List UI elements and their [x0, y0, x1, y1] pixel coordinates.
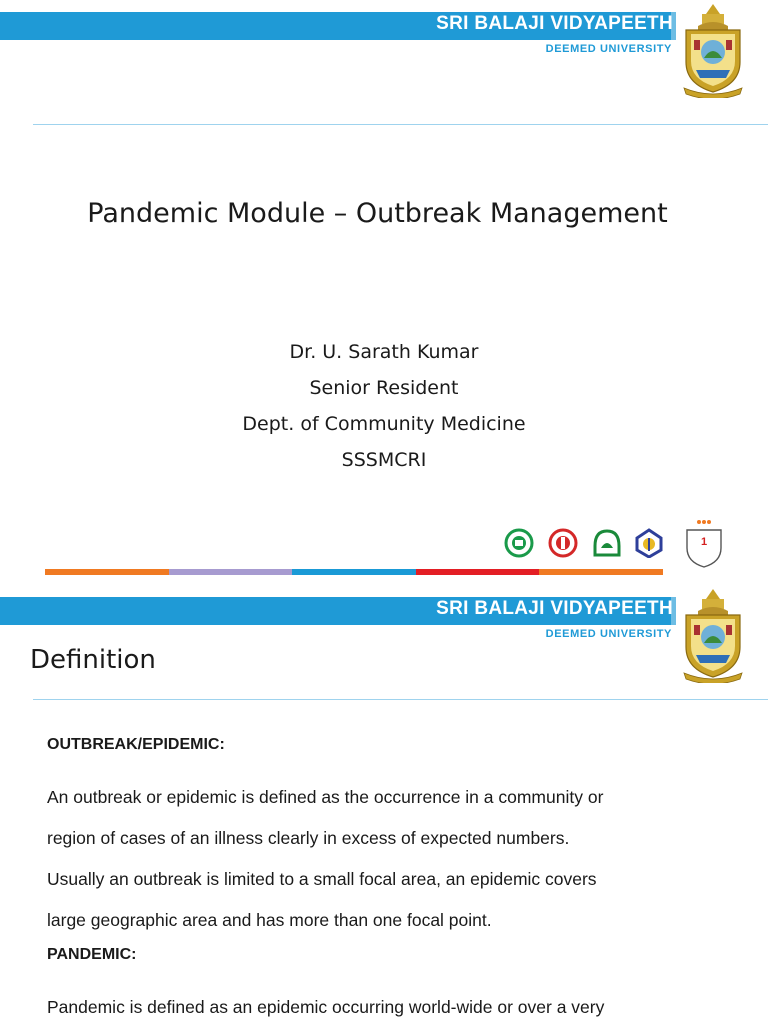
university-crest-icon: [678, 0, 748, 98]
page-number: 1: [700, 536, 708, 548]
pandemic-heading: PANDEMIC:: [47, 946, 137, 963]
green-ring-seal-icon: [592, 528, 622, 558]
definition-slide: [0, 585, 768, 1024]
stripe-segment-orange: [45, 569, 169, 575]
red-seal-icon: [548, 528, 578, 558]
text-line: region of cases of an illness clearly in excess of expected numbers.: [47, 828, 570, 848]
text-line: large geographic area and has more than one focal point.: [47, 910, 492, 930]
outbreak-heading: OUTBREAK/EPIDEMIC:: [47, 736, 225, 753]
outbreak-definition: [47, 777, 747, 941]
stripe-segment-red: [416, 569, 540, 575]
definition-body: [47, 735, 747, 1024]
blue-seal-icon: [634, 528, 664, 558]
text-line: Pandemic is defined as an epidemic occurring world-wide or over a very: [47, 997, 605, 1017]
brand-subtitle: DEEMED UNIVERSITY: [545, 628, 672, 640]
university-crest-icon: [678, 585, 748, 683]
brand-subtitle: DEEMED UNIVERSITY: [545, 43, 672, 55]
brand-name: SRI BALAJI VIDYAPEETH: [436, 598, 673, 619]
header-divider: [33, 124, 768, 125]
text-line: An outbreak or epidemic is defined as the occurrence in a community or: [47, 787, 604, 807]
header-divider: [33, 699, 768, 700]
slide-title: Pandemic Module – Outbreak Management: [87, 198, 668, 229]
pandemic-definition: [47, 987, 747, 1024]
author-institution: SSSMCRI: [341, 449, 427, 471]
footer-color-stripe: [45, 569, 663, 575]
stripe-segment-lavender: [169, 569, 293, 575]
author-name: Dr. U. Sarath Kumar: [289, 341, 479, 363]
slide-title: Definition: [30, 645, 156, 675]
stripe-segment-orange-2: [539, 569, 663, 575]
stripe-segment-blue: [292, 569, 416, 575]
green-seal-icon: [504, 528, 534, 558]
text-line: Usually an outbreak is limited to a small focal area, an epidemic covers: [47, 869, 597, 889]
brand-name: SRI BALAJI VIDYAPEETH: [436, 13, 673, 34]
author-position: Senior Resident: [309, 377, 459, 399]
author-block: [0, 334, 768, 478]
author-department: Dept. of Community Medicine: [242, 413, 526, 435]
